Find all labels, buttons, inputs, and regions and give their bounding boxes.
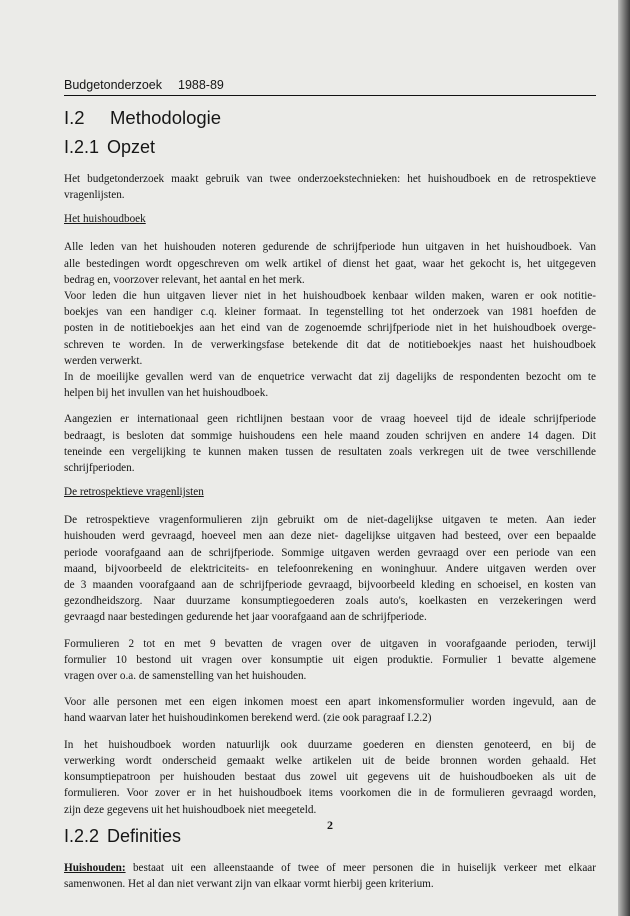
definition-text: bestaat uit een alleenstaande of twee of meer personen die in huiselijk verkeer met elkaar [125,861,596,874]
subsection-title: Opzet [107,137,156,157]
text-line: De retrospektieve vragenformulieren zijn gebruikt om de niet-dagelijkse uitgaven te meten. Aan ieder [64,514,596,527]
text-line: schrijfperioden. [64,462,135,475]
scan-edge [618,0,630,916]
paragraph [64,171,596,203]
text-line [64,860,596,876]
page-number: 2 [327,818,333,832]
text-line: Formulieren 2 tot en met 9 bevatten de vragen over de uitgaven in voorafgaande perioden, terwijl [64,637,596,650]
text-line: Aangezien er internationaal geen richtlijnen bestaan voor de vraag hoeveel tijd de ideale schrijfperiode [64,413,596,426]
paragraph [64,636,596,685]
text-line: helpen bij het invullen van het huishoudboek. [64,387,269,400]
text-line: gevraagd naar bestedingen gedurende het jaar voorafgaand aan de schrijfperiode. [64,611,427,624]
subsection-number: I.2.2 [64,825,100,846]
text-line: boekjes van een handiger c.q. kleiner formaat. In tegenstelling tot het onderzoek van 1981 hoefden de [64,306,596,319]
text-line: alle bestedingen wordt opgeschreven om welk artikel of dienst het gaat, waar het gekocht is, het uitgegeven [64,257,596,270]
subsection-number: I.2.1 [64,137,100,157]
text-line: Voor leden die hun uitgaven liever niet in het huishoudboek kenbaar wilden maken, waren er ook notitie- [64,290,596,303]
text-line: gezondheidszorg. Naar duurzame konsumptiegoederen zoals auto's, koelkasten en verzekeringen werd [64,595,596,608]
running-header [64,78,596,96]
text-line: bedrag en, voorzover relevant, het aantal en het merk. [64,273,305,286]
text-line: konsumptiepatroon per huishouden bestaat dus zowel uit gegevens uit de huishoudboeken als uit de [64,771,596,784]
definition-paragraph [64,860,596,892]
definition-term: Huishouden: [64,861,126,874]
text-line: de 3 maanden voorafgaand aan de schrijfperiode gevraagd, bijvoorbeeld kleding en schoeisel, en kosten van [64,579,596,592]
text-line: schreven te worden. In de verwerkingsfase betekende dit dat de notitieboekjes naast het huishoudboek [64,338,596,351]
subsection-title: Definities [107,825,182,846]
text-line: werden verwerkt. [64,354,143,367]
paragraph [64,411,596,476]
text-line: verwerking wordt onderscheid gemaakt welke artikelen uit de beide bronnen worden gehaald. Het [64,754,596,767]
text-line: bedraagt, is besloten dat sommige huishoudens een hele maand zouden schrijven en andere 14 dagen. Dit [64,429,596,442]
paragraph [64,737,596,818]
text-line: In de moeilijke gevallen werd van de enquetrice verwacht dat zij dagelijks de respondenten bezocht om te [64,371,596,384]
section-number: I.2 [64,107,85,128]
text-line: teneinde een vergelijking te kunnen maken tussen de resultaten zoals verkregen uit de twee verschillende [64,445,596,458]
text-line: In het huishoudboek worden natuurlijk ook duurzame goederen en diensten genoteerd, en bij de [64,738,596,751]
text-line: maand, bijvoorbeeld de elektriciteits- en telefoonrekening en woninghuur. Andere uitgaven werden over [64,562,596,575]
paragraph [64,239,596,401]
subsection-heading-opzet [64,137,596,161]
paragraph [64,694,596,726]
text-line: huishouden werd gevraagd, hoeveel men aan deze niet- dagelijkse uitgaven had besteed, over een bepaalde [64,530,596,543]
text-line: vragen over o.a. de samenstelling van het huishouden. [64,670,307,683]
text-line: samenwonen. Het al dan niet verwant zijn van elkaar vormt hierbij geen kriterium. [64,877,434,890]
section-heading [64,107,596,131]
paragraph [64,512,596,625]
text-line: posten in de notitieboekjes aan het eind van de zogenoemde schrijfperiode niet in het huishoudboek overge- [64,322,596,335]
text-line: periode voorafgaand aan de schrijfperiode. Sommige uitgaven werden gevraagd over een periode van een [64,546,596,559]
text-line: Voor alle personen met een eigen inkomen moest een apart inkomensformulier worden ingevuld, aan de [64,696,596,709]
section-title: Methodologie [110,107,222,128]
header-title: Budgetonderzoek [64,78,162,92]
text-line: zijn deze gegevens uit het huishoudboek niet meegeteld. [64,803,317,816]
page-content [64,78,596,892]
subheading-retrospektieve: De retrospektieve vragenlijsten [64,486,204,499]
text-line: formulier 10 bestond uit vragen over konsumptie uit eigen produktie. Formulier 1 bevatte algemene [64,653,596,666]
text-line: Het budgetonderzoek maakt gebruik van twee onderzoekstechnieken: het huishoudboek en de retrospektieve [64,173,596,185]
subheading-huishoudboek: Het huishoudboek [64,213,146,226]
text-line: formulieren. Voor zover er in het huishoudboek items voorkomen die in de formulieren gevraagd worden, [64,787,596,800]
text-line: vragenlijsten. [64,189,125,202]
header-year: 1988-89 [178,78,224,92]
text-line: hand waarvan later het huishoudinkomen berekend werd. (zie ook paragraaf I.2.2) [64,712,432,725]
text-line: Alle leden van het huishouden noteren gedurende de schrijfperiode hun uitgaven in het huishoudboek. Van [64,241,596,254]
